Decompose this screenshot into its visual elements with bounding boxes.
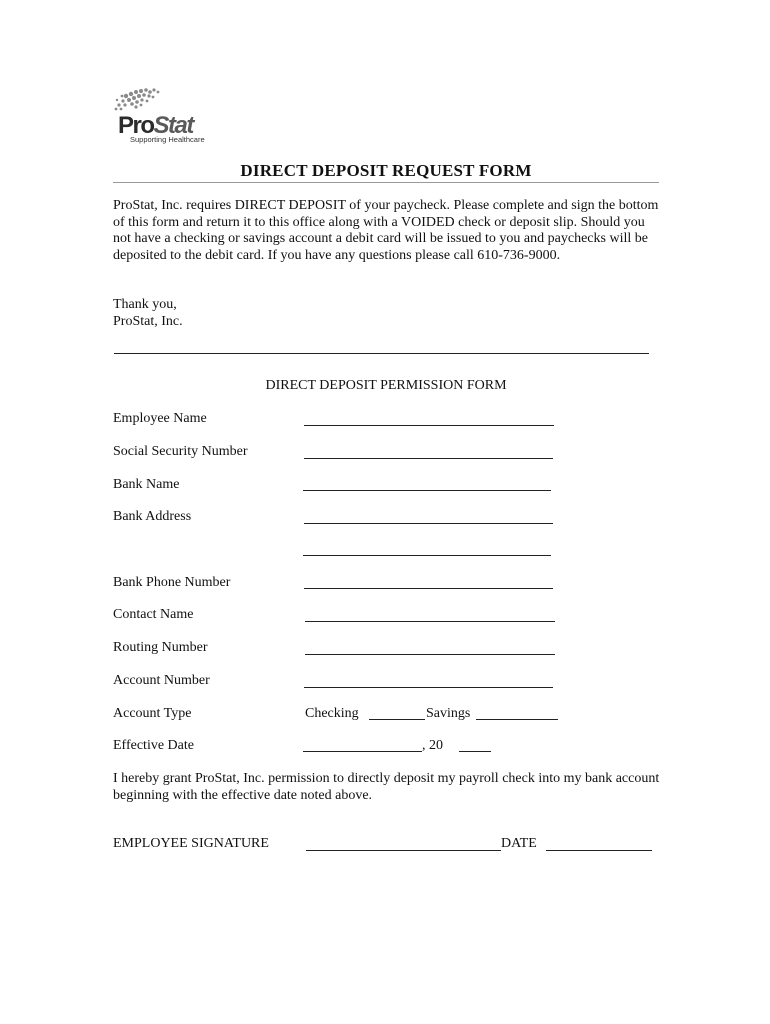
bank-address-field-line-2[interactable]	[303, 555, 551, 556]
employee-name-label: Employee Name	[113, 411, 207, 426]
savings-option-label: Savings	[426, 706, 471, 721]
bank-address-field-line-1[interactable]	[304, 523, 553, 524]
employee-signature-label: EMPLOYEE SIGNATURE	[113, 836, 269, 851]
logo-wordmark: ProStat	[118, 112, 193, 139]
bank-name-label: Bank Name	[113, 477, 180, 492]
date-label: DATE	[501, 836, 537, 851]
checking-field[interactable]	[369, 719, 425, 720]
bank-phone-label: Bank Phone Number	[113, 575, 231, 590]
routing-number-field[interactable]	[305, 654, 555, 655]
employee-name-field[interactable]	[304, 425, 554, 426]
effective-date-year-prefix: , 20	[422, 738, 443, 753]
account-number-label: Account Number	[113, 673, 210, 688]
account-type-label: Account Type	[113, 706, 192, 721]
effective-date-year-field[interactable]	[459, 751, 491, 752]
section-divider	[114, 353, 649, 354]
title-rule	[113, 182, 659, 183]
savings-field[interactable]	[476, 719, 558, 720]
effective-date-label: Effective Date	[113, 738, 194, 753]
employee-signature-field[interactable]	[306, 850, 501, 851]
form-title: DIRECT DEPOSIT REQUEST FORM	[240, 161, 532, 180]
closing-line-2: ProStat, Inc.	[113, 314, 183, 329]
closing-line-1: Thank you,	[113, 297, 177, 312]
intro-paragraph: ProStat, Inc. requires DIRECT DEPOSIT of your paycheck. Please complete and sign the bottom of this form and return it to this office along with a VOIDED check or deposit slip. Should you not have a checking or savings account a debit card will be issued to you and paychecks will be deposited to the debit card. If you have any questions please call 610-736-9000.	[113, 198, 659, 263]
ssn-field[interactable]	[304, 458, 553, 459]
bank-phone-field[interactable]	[304, 588, 553, 589]
bank-name-field[interactable]	[303, 490, 551, 491]
contact-name-field[interactable]	[305, 621, 555, 622]
prostat-logo	[108, 86, 218, 148]
checking-option-label: Checking	[305, 706, 359, 721]
account-number-field[interactable]	[304, 687, 553, 688]
signature-date-field[interactable]	[546, 850, 652, 851]
ssn-label: Social Security Number	[113, 444, 248, 459]
permission-form-title: DIRECT DEPOSIT PERMISSION FORM	[265, 378, 507, 393]
authorization-paragraph: I hereby grant ProStat, Inc. permission to directly deposit my payroll check into my bank account beginning with the effective date noted above.	[113, 771, 660, 803]
bank-address-label: Bank Address	[113, 509, 192, 524]
effective-date-field[interactable]	[303, 751, 422, 752]
routing-number-label: Routing Number	[113, 640, 208, 655]
contact-name-label: Contact Name	[113, 607, 194, 622]
logo-tagline: Supporting Healthcare	[130, 135, 205, 144]
